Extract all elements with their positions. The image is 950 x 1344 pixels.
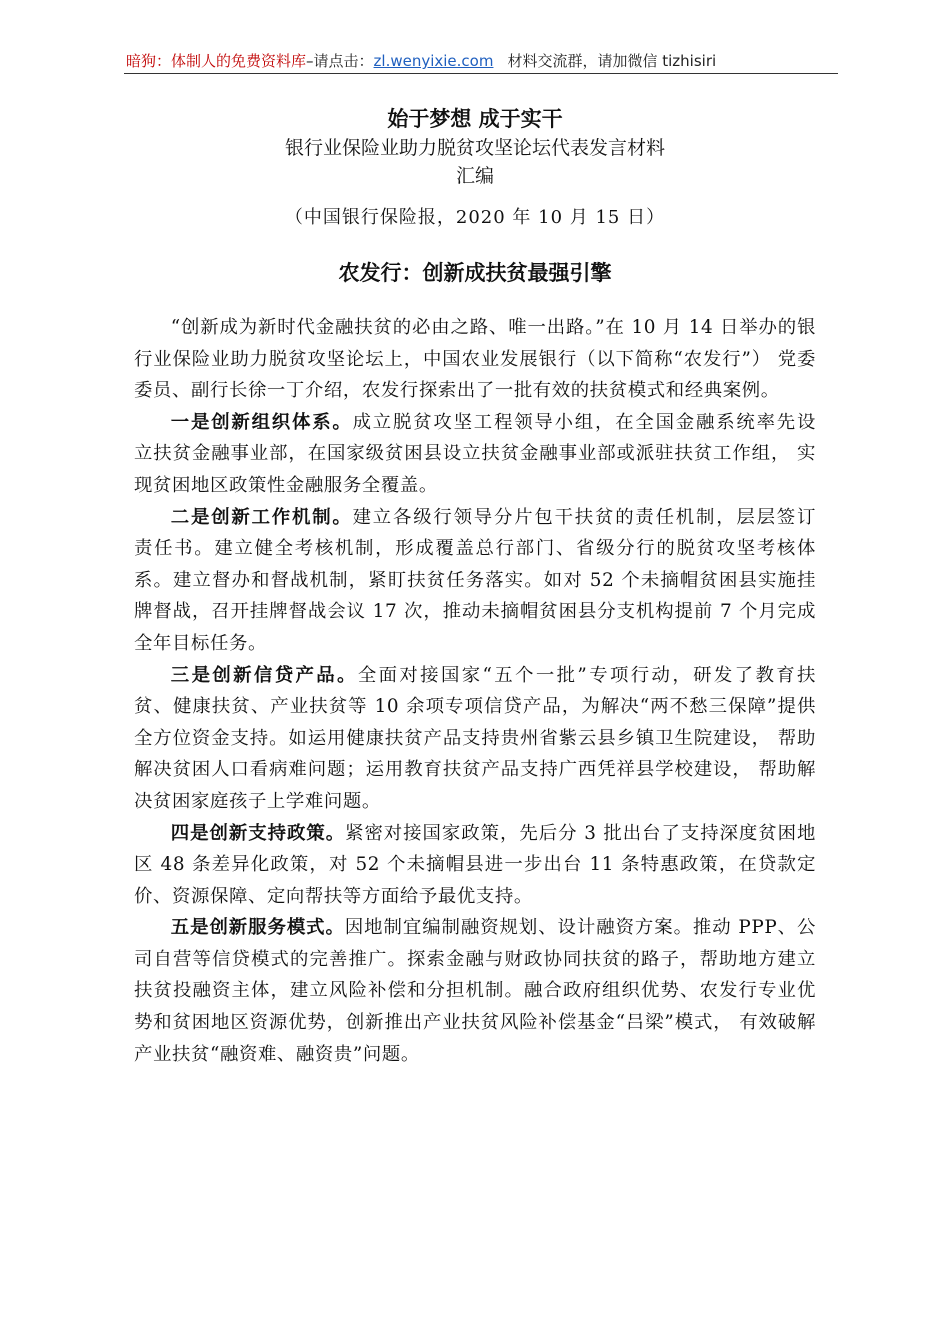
header-brand: 暗狗：体制人的免费资料库 (126, 52, 307, 70)
document-subtitle-cont: 汇编 (455, 165, 494, 187)
document-subtitle: 银行业保险业助力脱贫攻坚论坛代表发言材料 (284, 137, 665, 159)
paragraph-lead: 五是创新服务模式。 (170, 917, 345, 939)
paragraph-text: 成立脱贫攻坚工程领导小组，在全国金融系统率先设 立扶贫金融事业部，在国家级贫困县设立扶贫金融事业部或派驻扶贫工作组， 实现贫困地区政策性金融服务全覆盖。 (134, 411, 835, 496)
paragraph-text: “创新成为新时代金融扶贫的必由之路、唯一出路。”在 10 月 14 日举办的银行业保险业助力脱贫攻坚论坛上，中国农业发展银行（以下简称“农发行”） 党委委员、副行长徐一丁介绍，农发行探索出了一批有效的扶贫模式和经典案例。 (134, 317, 816, 402)
header-divider (124, 73, 838, 74)
header-wechat: 材料交流群，请加微信 tizhisiri (507, 52, 717, 70)
paragraph (134, 502, 835, 660)
paragraph (134, 912, 816, 1070)
paragraph-lead: 四是创新支持政策。 (170, 822, 346, 844)
paragraph-text: 全面对接国家“五个一批”专项行动，研发了教育扶 贫、健康扶贫、产业扶贫等 10 余项专项信贷产品，为解决“两不愁三保障”提供全方位资金支持。如运用健康扶贫产品支持贵州省紫云县乡镇卫生院建设， 帮助解决贫困人口看病难问题；运用教育扶贫产品支持广西凭祥县学校建设， 帮助解决贫困家庭孩子上学难问题。 (134, 664, 836, 812)
paragraph-lead: 三是创新信贷产品。 (170, 664, 358, 686)
title-block (130, 104, 820, 288)
section-heading: 农发行：创新成扶贫最强引擎 (338, 260, 612, 285)
paragraph-text: 建立各级行领导分片包干扶贫的责任机制，层层签订 责任书。建立健全考核机制，形成覆盖总行部门、省级分行的脱贫攻坚考核体系。建立督办和督战机制，紧盯扶贫任务落实。如对 52 个未摘帽贫困县实施挂牌督战，召开挂牌督战会议 17 次，推动未摘帽贫困县分支机构提前 7 个月完成全年目标任务。 (134, 506, 835, 654)
paragraph-lead: 二是创新工作机制。 (170, 506, 353, 528)
header-prompt: –请点击： (306, 52, 374, 70)
paragraph-text: 因地制宜编制融资规划、设计融资方案。推动 PPP、公司自营等信贷模式的完善推广。探索金融与财政协同扶贫的路子，帮助地方建立扶贫投融资主体，建立风险补偿和分担机制。融合政府组织优势、农发行专业优势和贫困地区资源优势，创新推出产业扶贫风险补偿基金“吕梁”模式， 有效破解产业扶贫“融资难、融资贵”问题。 (134, 917, 816, 1065)
paragraph (134, 660, 836, 818)
paragraph-text: 紧密对接国家政策，先后分 3 批出台了支持深度贫困地区 48 条差异化政策，对 52 个未摘帽县进一步出台 11 条特惠政策，在贷款定价、资源保障、定向帮扶等方面给予最优支持。 (134, 822, 816, 907)
paragraph (134, 407, 835, 502)
paragraph (134, 312, 816, 407)
header-link[interactable]: zl.wenyixie.com (373, 52, 494, 70)
paragraph (134, 818, 816, 913)
document-source-date: （中国银行保险报，2020 年 10 月 15 日） (284, 207, 666, 228)
article-body (134, 312, 836, 1070)
document-title: 始于梦想 成于实干 (387, 106, 563, 131)
paragraph-lead: 一是创新组织体系。 (170, 411, 353, 433)
